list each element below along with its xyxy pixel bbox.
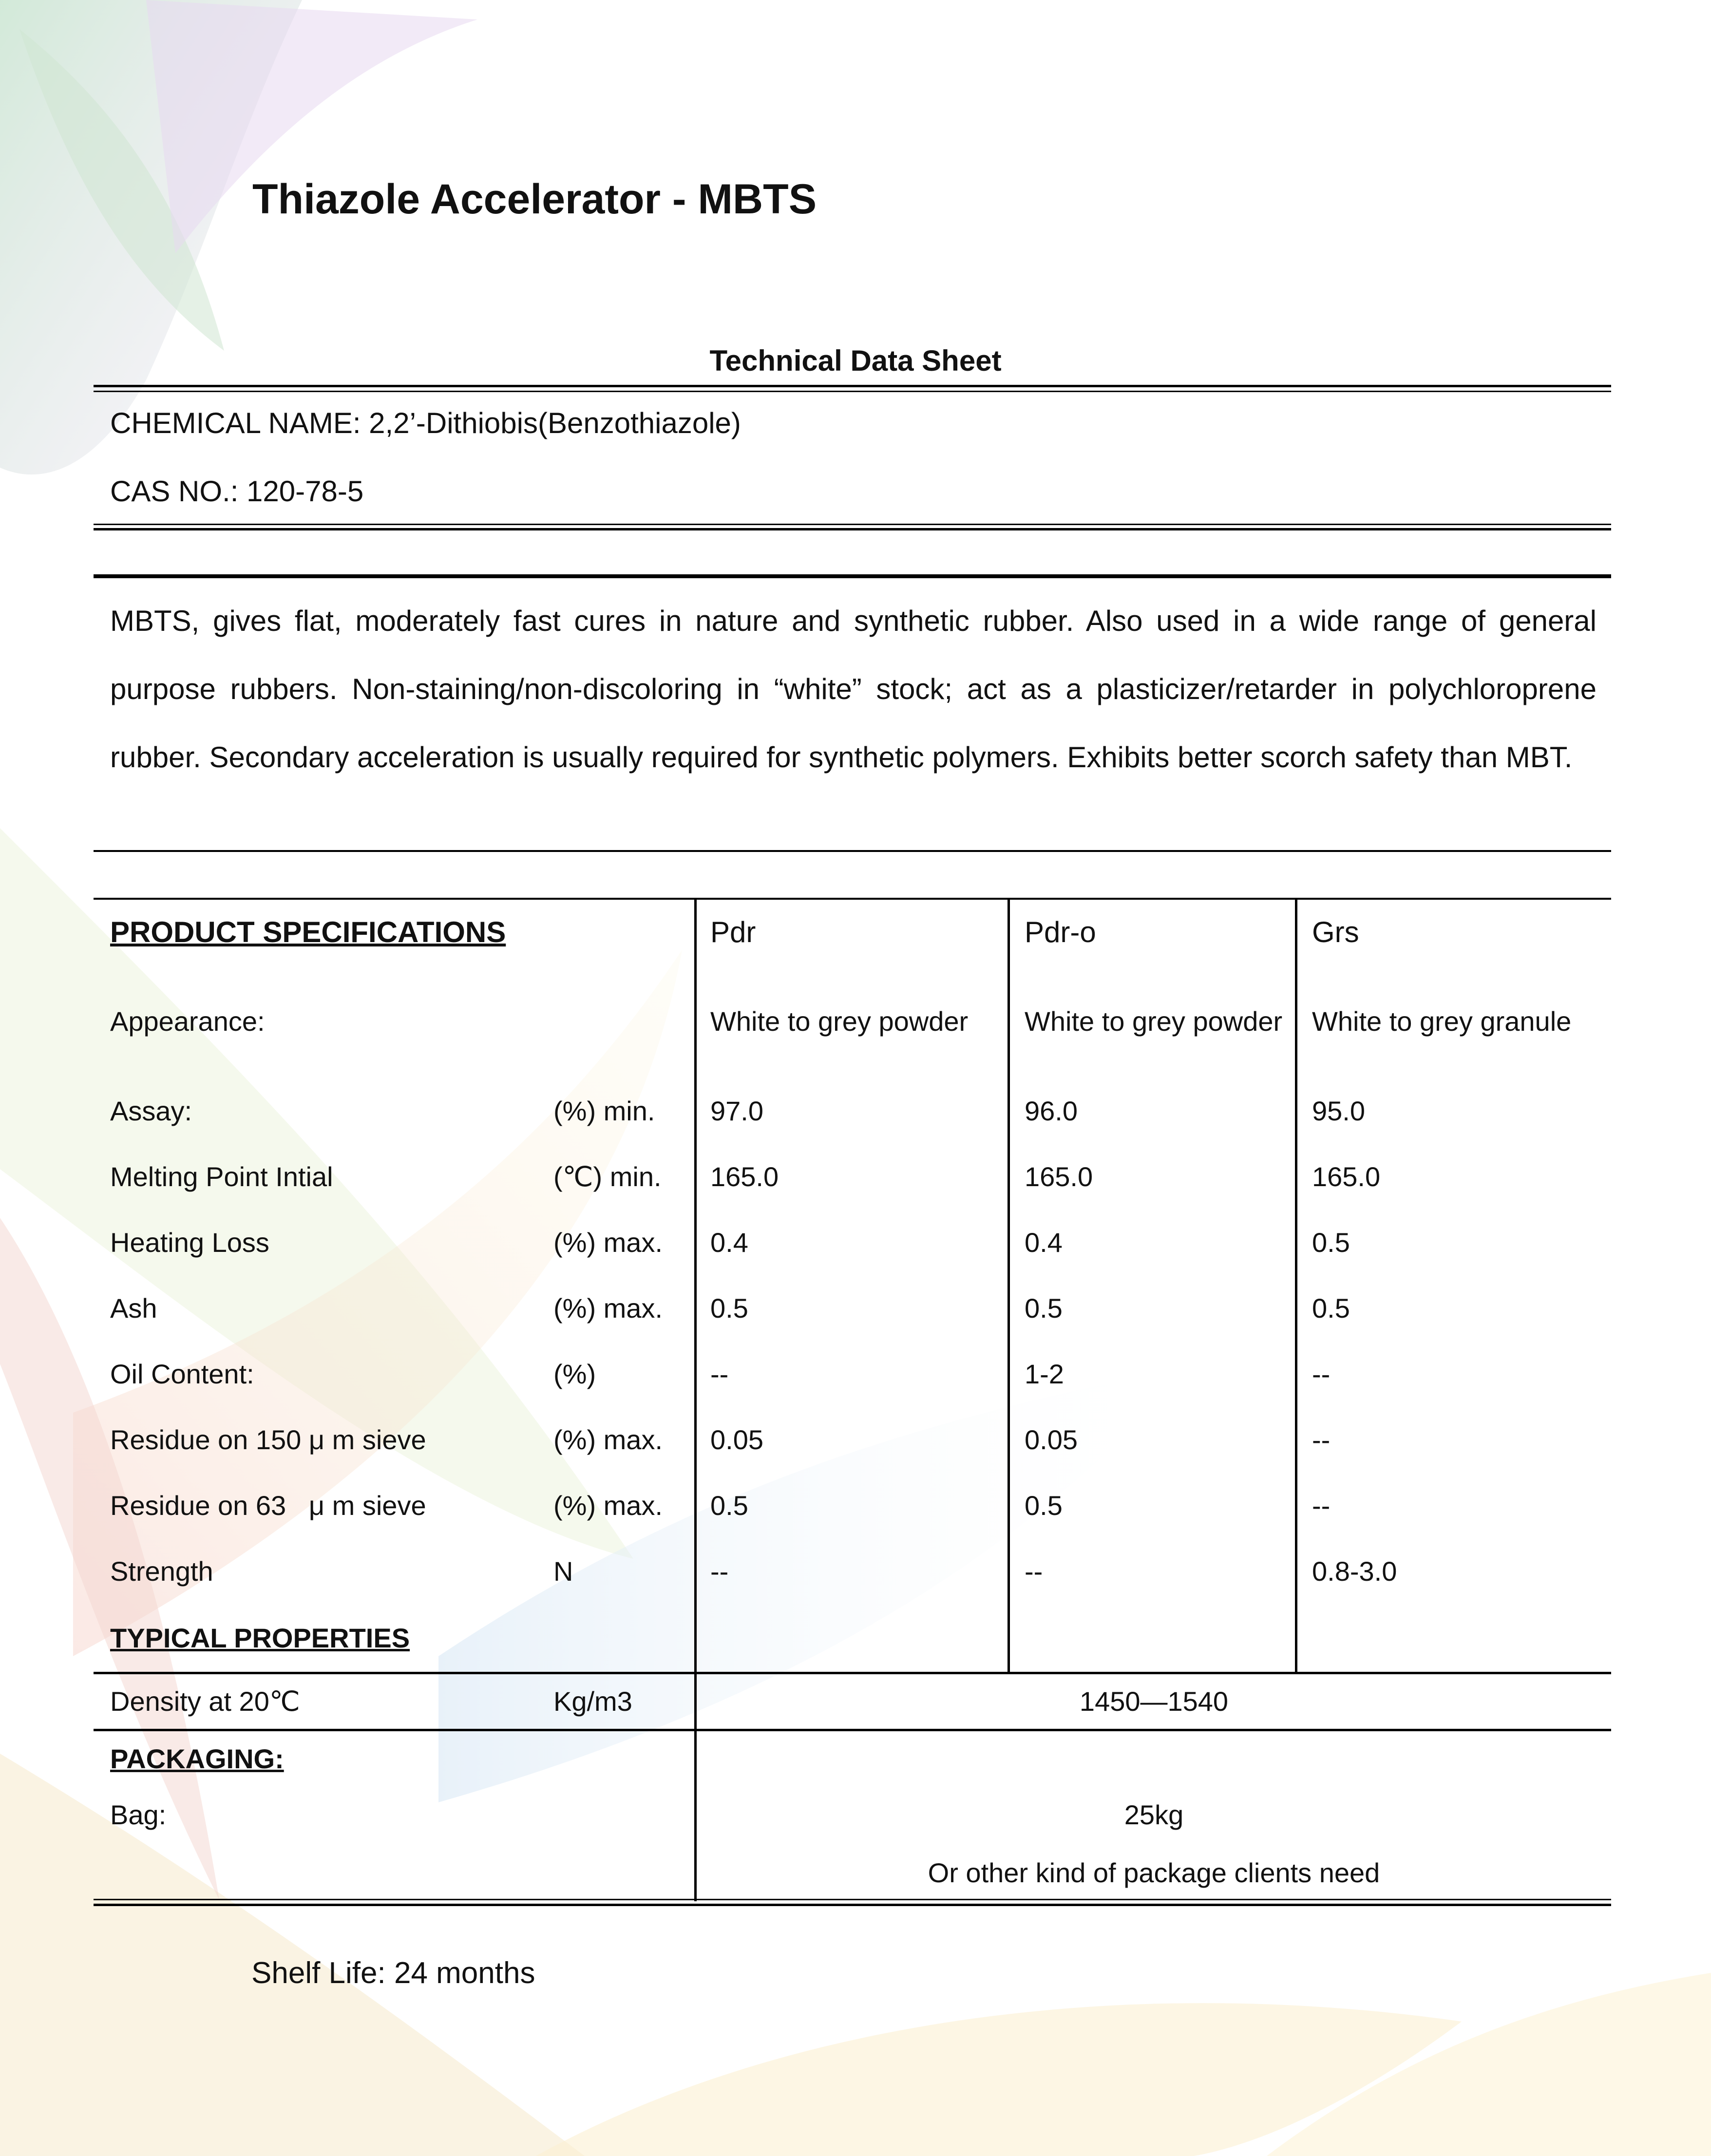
divider (94, 524, 1611, 525)
spec-unit: (℃) min. (553, 1161, 662, 1192)
typical-properties-heading: TYPICAL PROPERTIES (110, 1623, 410, 1653)
spec-value: 0.8-3.0 (1312, 1556, 1397, 1587)
divider (94, 391, 1611, 392)
packaging-bag-label: Bag: (110, 1799, 167, 1830)
spec-value: 0.5 (710, 1490, 748, 1521)
spec-value: White to grey powder (710, 1006, 969, 1037)
table-column-divider (1008, 898, 1010, 1673)
spec-value: -- (710, 1556, 729, 1587)
spec-label-melting-point: Melting Point Intial (110, 1161, 333, 1192)
section-heading-technical-data-sheet: Technical Data Sheet (709, 344, 1002, 377)
spec-value: 1-2 (1025, 1359, 1064, 1389)
table-column-divider (1295, 898, 1297, 1673)
divider (94, 1729, 1611, 1731)
spec-value: 0.5 (1025, 1293, 1063, 1324)
packaging-heading: PACKAGING: (110, 1743, 284, 1774)
spec-value: 0.5 (1025, 1490, 1063, 1521)
cas-number: CAS NO.: 120-78-5 (110, 475, 364, 508)
spec-unit: (%) max. (553, 1227, 663, 1258)
spec-unit: (%) max. (553, 1424, 663, 1455)
column-header-pdr: Pdr (710, 916, 756, 948)
spec-value: 165.0 (710, 1161, 779, 1192)
spec-value: -- (1312, 1490, 1331, 1521)
spec-value: 0.05 (710, 1424, 763, 1455)
spec-value: -- (1025, 1556, 1043, 1587)
spec-value: -- (1312, 1359, 1331, 1389)
spec-value: 0.5 (1312, 1227, 1350, 1258)
column-header-grs: Grs (1312, 916, 1359, 948)
spec-value: 95.0 (1312, 1096, 1365, 1126)
packaging-note: Or other kind of package clients need (928, 1857, 1380, 1888)
table-top-border (94, 898, 1611, 900)
spec-label-appearance: Appearance: (110, 1006, 265, 1037)
divider (94, 528, 1611, 530)
spec-unit: (%) max. (553, 1293, 663, 1324)
spec-value: 0.05 (1025, 1424, 1078, 1455)
spec-value: White to grey powder (1025, 1006, 1283, 1037)
spec-value: -- (1312, 1424, 1331, 1455)
divider (94, 850, 1611, 852)
spec-value: 0.5 (1312, 1293, 1350, 1324)
product-specifications-heading: PRODUCT SPECIFICATIONS (110, 916, 506, 948)
divider (94, 385, 1611, 387)
spec-label-oil-content: Oil Content: (110, 1359, 254, 1389)
spec-label-residue-63: Residue on 63 μ m sieve (110, 1490, 426, 1521)
spec-value: 97.0 (710, 1096, 763, 1126)
divider (94, 574, 1611, 578)
page-title: Thiazole Accelerator - MBTS (252, 176, 817, 223)
table-bottom-border (94, 1904, 1611, 1906)
table-column-divider (694, 898, 697, 1901)
spec-value: White to grey granule (1312, 1006, 1572, 1037)
table-bottom-border (94, 1899, 1611, 1900)
spec-label-residue-150: Residue on 150 μ m sieve (110, 1424, 426, 1455)
leaf-shape (0, 1754, 585, 2156)
spec-label-assay: Assay: (110, 1096, 192, 1126)
spec-value: 0.4 (1025, 1227, 1063, 1258)
chemical-name: CHEMICAL NAME: 2,2’-Dithiobis(Benzothiazole) (110, 407, 741, 439)
spec-label-heating-loss: Heating Loss (110, 1227, 269, 1258)
product-description: MBTS, gives flat, moderately fast cures in nature and synthetic rubber. Also used in a wide range of general purpose rubbers. Non-staining/non-discoloring in “white” stock; act as a plasticizer/retarder in polychloroprene rubber. Secondary acceleration is usually required for synthetic polymers. Exhibits better scorch safety than MBT. (110, 605, 1597, 774)
spec-unit: (%) (553, 1359, 596, 1389)
leaf-shape (438, 1364, 1194, 1802)
spec-value: 165.0 (1025, 1161, 1093, 1192)
spec-value: -- (710, 1359, 729, 1389)
divider (94, 1672, 1611, 1674)
density-label: Density at 20℃ (110, 1686, 300, 1717)
spec-value: 0.5 (710, 1293, 748, 1324)
shelf-life: Shelf Life: 24 months (251, 1956, 535, 1990)
column-header-pdr-o: Pdr-o (1025, 916, 1096, 948)
spec-value: 96.0 (1025, 1096, 1078, 1126)
spec-value: 165.0 (1312, 1161, 1381, 1192)
density-value: 1450—1540 (1079, 1686, 1229, 1717)
spec-label-strength: Strength (110, 1556, 213, 1587)
spec-unit: (%) min. (553, 1096, 655, 1126)
spec-unit: N (553, 1556, 573, 1587)
spec-value: 0.4 (710, 1227, 748, 1258)
spec-label-ash: Ash (110, 1293, 157, 1324)
density-unit: Kg/m3 (553, 1686, 632, 1717)
spec-unit: (%) max. (553, 1490, 663, 1521)
packaging-bag-value: 25kg (1124, 1799, 1184, 1830)
